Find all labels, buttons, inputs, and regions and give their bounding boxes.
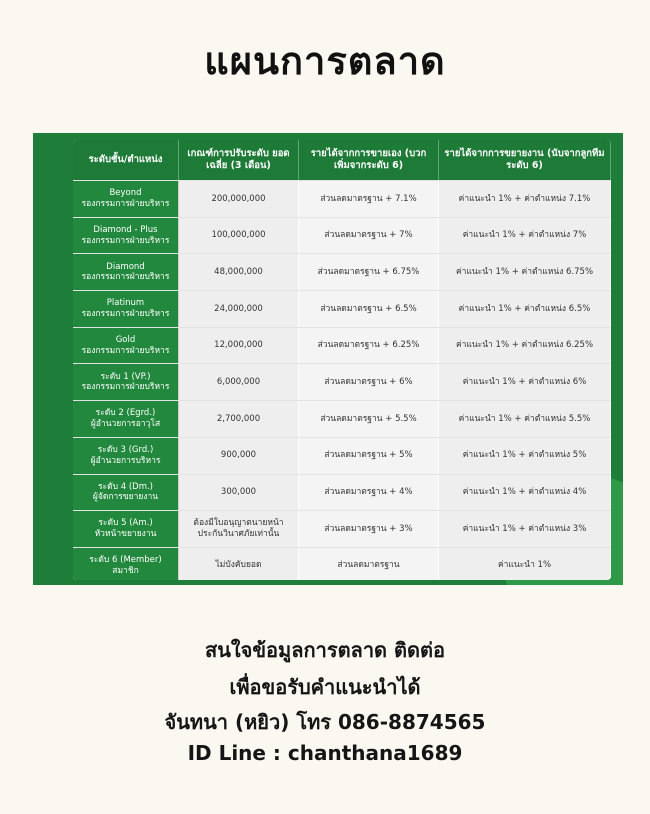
self-income-cell: ส่วนลดมาตรฐาน + 6.25% [299, 328, 439, 364]
marketing-plan-table [73, 140, 611, 580]
criteria-cell: 24,000,000 [179, 291, 299, 327]
contact-line-id: ID Line : chanthana1689 [187, 741, 463, 765]
team-income-cell: ค่าแนะนำ 1% + ค่าตำแหน่ง 4% [439, 475, 611, 511]
criteria-cell: ต้องมีใบอนุญาตนายหน้า ประกันวินาศภัยเท่านั้น [179, 511, 299, 547]
level-cell [73, 511, 179, 547]
criteria-cell: 100,000,000 [179, 218, 299, 254]
team-income-cell: ค่าแนะนำ 1% + ค่าตำแหน่ง 7.1% [439, 181, 611, 217]
position-name: รองกรรมการฝ่ายบริหาร [81, 345, 170, 356]
level-cell [73, 328, 179, 364]
self-income-cell: ส่วนลดมาตรฐาน + 7.1% [299, 181, 439, 217]
position-name: หัวหน้าขยายงาน [94, 529, 157, 540]
table-row [73, 253, 611, 290]
level-name: Diamond - Plus [93, 224, 158, 235]
team-income-cell: ค่าแนะนำ 1% + ค่าตำแหน่ง 6% [439, 364, 611, 400]
self-income-cell: ส่วนลดมาตรฐาน + 6.5% [299, 291, 439, 327]
team-income-cell: ค่าแนะนำ 1% + ค่าตำแหน่ง 6.25% [439, 328, 611, 364]
level-cell [73, 401, 179, 437]
level-cell [73, 218, 179, 254]
position-name: รองกรรมการฝ่ายบริหาร [81, 382, 170, 393]
level-name: Diamond [106, 261, 145, 272]
level-cell [73, 254, 179, 290]
team-income-cell: ค่าแนะนำ 1% + ค่าตำแหน่ง 7% [439, 218, 611, 254]
criteria-cell: 900,000 [179, 438, 299, 474]
header-criteria: เกณฑ์การปรับระดับ ยอดเฉลี่ย (3 เดือน) [179, 140, 299, 180]
table-body [73, 180, 611, 580]
level-name: ระดับ 2 (Egrd.) [95, 408, 156, 419]
table-row [73, 327, 611, 364]
level-name: Beyond [109, 188, 142, 199]
position-name: ผู้อำนวยการอาวุโส [90, 418, 161, 429]
header-level: ระดับชั้น/ตำแหน่ง [73, 140, 179, 180]
table-row [73, 474, 611, 511]
criteria-cell: 12,000,000 [179, 328, 299, 364]
header-self-income: รายได้จากการขายเอง (บวกเพิ่มจากระดับ 6) [299, 140, 439, 180]
table-row [73, 510, 611, 547]
marketing-plan-panel [33, 133, 623, 585]
team-income-cell: ค่าแนะนำ 1% + ค่าตำแหน่ง 6.75% [439, 254, 611, 290]
level-cell [73, 438, 179, 474]
self-income-cell: ส่วนลดมาตรฐาน + 7% [299, 218, 439, 254]
team-income-cell: ค่าแนะนำ 1% [439, 548, 611, 580]
team-income-cell: ค่าแนะนำ 1% + ค่าตำแหน่ง 3% [439, 511, 611, 547]
criteria-cell: 300,000 [179, 475, 299, 511]
level-name: ระดับ 4 (Dm.) [97, 481, 154, 492]
level-name: Platinum [106, 298, 145, 309]
self-income-cell: ส่วนลดมาตรฐาน + 5% [299, 438, 439, 474]
level-cell [73, 291, 179, 327]
self-income-cell: ส่วนลดมาตรฐาน + 5.5% [299, 401, 439, 437]
self-income-cell: ส่วนลดมาตรฐาน + 3% [299, 511, 439, 547]
contact-line-2: เพื่อขอรับคำแนะนำได้ [229, 675, 421, 699]
position-name: สมาชิก [112, 565, 139, 576]
self-income-cell: ส่วนลดมาตรฐาน + 4% [299, 475, 439, 511]
position-name: รองกรรมการฝ่ายบริหาร [81, 272, 170, 283]
level-name: ระดับ 5 (Am.) [98, 518, 153, 529]
level-name: ระดับ 6 (Member) [89, 555, 162, 566]
self-income-cell: ส่วนลดมาตรฐาน + 6% [299, 364, 439, 400]
self-income-cell: ส่วนลดมาตรฐาน [299, 548, 439, 580]
table-row [73, 290, 611, 327]
team-income-cell: ค่าแนะนำ 1% + ค่าตำแหน่ง 5% [439, 438, 611, 474]
level-cell [73, 475, 179, 511]
table-row [73, 180, 611, 217]
level-cell [73, 364, 179, 400]
table-row [73, 217, 611, 254]
table-row [73, 363, 611, 400]
table-row [73, 547, 611, 580]
level-cell [73, 181, 179, 217]
position-name: ผู้อำนวยการบริหาร [90, 455, 161, 466]
self-income-cell: ส่วนลดมาตรฐาน + 6.75% [299, 254, 439, 290]
position-name: ผู้จัดการขยายงาน [92, 492, 159, 503]
level-name: ระดับ 1 (VP.) [100, 371, 151, 382]
team-income-cell: ค่าแนะนำ 1% + ค่าตำแหน่ง 5.5% [439, 401, 611, 437]
contact-phone: จันทนา (หยิว) โทร 086-8874565 [164, 710, 486, 734]
criteria-cell: 6,000,000 [179, 364, 299, 400]
table-header-row [73, 140, 611, 180]
header-team-income: รายได้จากการขยายงาน (นับจากลูกทีมระดับ 6) [439, 140, 611, 180]
criteria-cell: ไม่บังคับยอด [179, 548, 299, 580]
criteria-cell: 2,700,000 [179, 401, 299, 437]
criteria-cell: 48,000,000 [179, 254, 299, 290]
team-income-cell: ค่าแนะนำ 1% + ค่าตำแหน่ง 6.5% [439, 291, 611, 327]
table-row [73, 400, 611, 437]
position-name: รองกรรมการฝ่ายบริหาร [81, 198, 170, 209]
position-name: รองกรรมการฝ่ายบริหาร [81, 308, 170, 319]
position-name: รองกรรมการฝ่ายบริหาร [81, 235, 170, 246]
level-name: ระดับ 3 (Grd.) [97, 445, 154, 456]
table-row [73, 437, 611, 474]
page-title: แผนการตลาด [204, 39, 446, 83]
contact-line-1: สนใจข้อมูลการตลาด ติดต่อ [205, 638, 445, 662]
level-cell [73, 548, 179, 580]
level-name: Gold [115, 334, 136, 345]
criteria-cell: 200,000,000 [179, 181, 299, 217]
